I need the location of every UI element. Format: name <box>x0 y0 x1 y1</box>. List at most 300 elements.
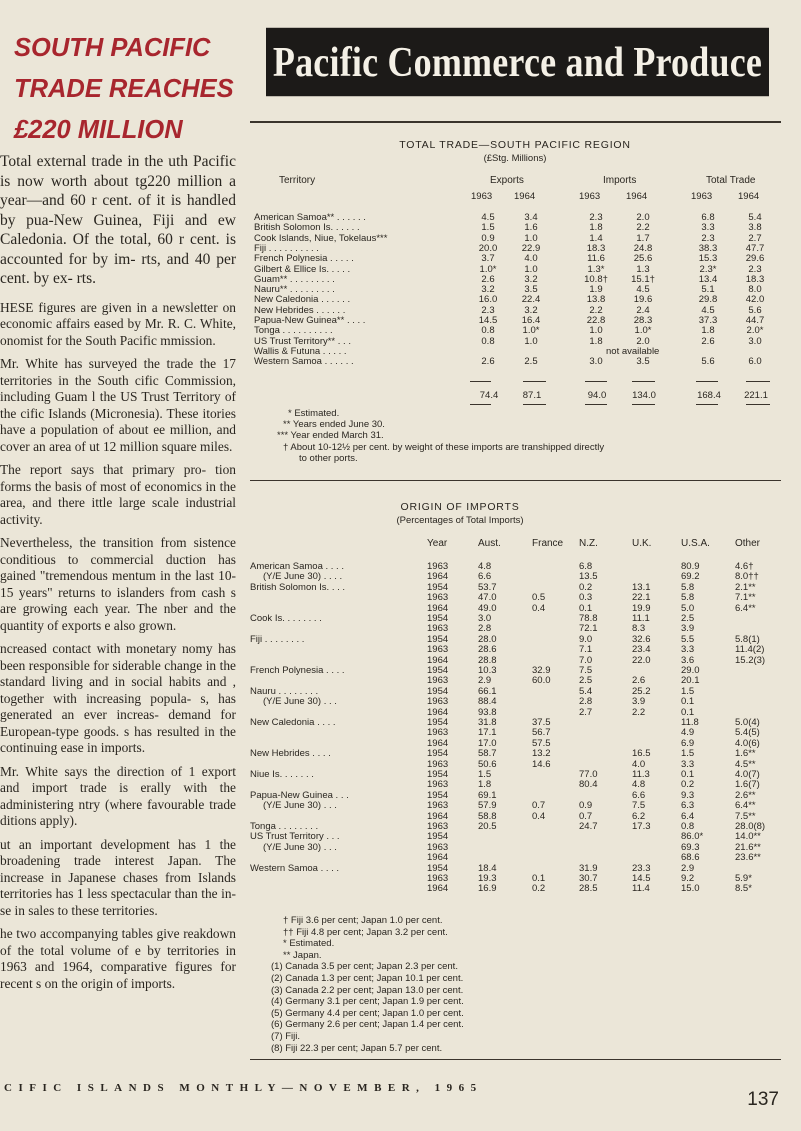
table-cell: 16.0 <box>478 294 498 306</box>
table-cell: 3.0 <box>478 613 492 624</box>
table-cell: 2.3* <box>699 263 717 275</box>
table-cell: 25.6 <box>633 253 653 265</box>
table-cell: 3.3 <box>681 644 695 656</box>
table-cell: 0.2 <box>532 883 546 895</box>
table-cell: 1.4 <box>589 232 603 244</box>
table-cell: 3.5 <box>524 284 538 296</box>
article-paragraph: Mr. White has surveyed the trade the 17 territories in the South cific Commission, including Guam l the US Trust Territory of the cific Islands (Micronesia). These itories have a population of about ee million, and cover an area of ut 12 million square miles. <box>0 356 236 454</box>
table-cell: 2.6 <box>632 675 646 687</box>
table-cell: 6.6 <box>632 789 646 801</box>
table-cell: 58.7 <box>478 748 497 760</box>
row-label: (Y/E June 30) . . . <box>263 841 337 853</box>
table-cell: 5.9* <box>735 873 752 884</box>
table-cell: 18.3 <box>586 242 606 254</box>
table-cell: 14.6 <box>532 758 551 770</box>
table-cell: 2.0 <box>636 212 650 223</box>
page-number: 137 <box>747 1089 779 1110</box>
table-cell: 2.8 <box>478 623 492 635</box>
table-cell: 4.8 <box>478 561 492 572</box>
table-cell: 1964 <box>427 571 449 583</box>
article-paragraph: Total external trade in the uth Pacific is now worth about tg220 million a year—and 60 r cent. of it is handled by pua-New Guinea, Fiji and ew Caledonia. Of the total, 60 r cent. is accounted for by im- rts, and 40 per cent. by ex- rts. <box>0 153 236 287</box>
table-cell: 1954 <box>427 862 449 874</box>
table-cell: 0.1 <box>681 769 695 780</box>
table-cell: 1.7 <box>636 232 650 244</box>
table-cell: 1.6(7) <box>735 779 760 791</box>
footnote: ** Japan. <box>283 949 322 961</box>
total-cell: 94.0 <box>587 390 607 401</box>
table-cell: 2.8 <box>579 696 593 708</box>
table2-subtitle: (Percentages of Total Imports) <box>396 515 524 526</box>
table-cell: 30.7 <box>579 873 598 884</box>
footnote: *** Year ended March 31. <box>277 430 384 441</box>
table-cell: 13.5 <box>579 571 598 583</box>
column-header: Other <box>735 538 761 549</box>
footnote: (5) Germany 4.4 per cent; Japan 1.0 per cent. <box>271 1007 464 1019</box>
table-cell: 0.1 <box>532 873 546 884</box>
table-cell: 8.0 <box>748 284 762 296</box>
table-cell: 4.5** <box>735 758 756 770</box>
table-cell: 13.2 <box>532 748 551 760</box>
table-cell: not available <box>606 345 660 357</box>
article-paragraph: he two accompanying tables give reakdown of the total volume of e by territories in 1963 and 1964, comparative figures for recent s on the origin of imports. <box>0 926 236 991</box>
column-group-header: Exports <box>490 175 524 186</box>
column-header: Year <box>427 538 448 549</box>
table-cell: 1.0 <box>524 263 538 275</box>
footnote: †† Fiji 4.8 per cent; Japan 3.2 per cent. <box>283 926 448 938</box>
table-cell: 17.0 <box>478 737 497 749</box>
table-cell: 7.1** <box>735 592 756 604</box>
table-cell: 5.0 <box>681 602 695 614</box>
total-cell: 134.0 <box>632 390 656 401</box>
table2-title: ORIGIN OF IMPORTS <box>400 501 520 513</box>
table-cell: 11.1 <box>632 613 650 624</box>
table-cell: 57.9 <box>478 800 497 812</box>
table-cell: 14.0** <box>735 831 761 843</box>
table-cell: 20.0 <box>478 242 498 254</box>
table-cell: 0.5 <box>532 592 546 604</box>
table-cell: 47.7 <box>745 242 765 254</box>
table-cell: 5.8(1) <box>735 633 760 645</box>
table-cell: 2.3 <box>701 232 715 244</box>
table-cell: 2.9 <box>681 862 695 874</box>
headline-line: TRADE REACHES <box>14 75 234 103</box>
table-cell: 1963 <box>427 800 449 812</box>
row-label: Tonga . . . . . . . . <box>250 821 319 832</box>
table-cell: 68.6 <box>681 852 700 864</box>
footnote: (3) Canada 2.2 per cent; Japan 13.0 per cent. <box>271 984 464 996</box>
table-cell: 1954 <box>427 789 449 801</box>
table-cell: 4.5 <box>636 284 650 296</box>
top-rule <box>250 121 781 123</box>
table-cell: 1964 <box>427 706 449 718</box>
table-cell: 1954 <box>427 581 449 593</box>
table-cell: 29.6 <box>745 253 765 265</box>
table-cell: 11.4 <box>632 883 650 895</box>
table-cell: 0.1 <box>579 602 593 614</box>
table-cell: 10.3 <box>478 665 497 676</box>
row-label: French Polynesia . . . . . <box>254 253 354 265</box>
table-cell: 2.5 <box>524 356 538 368</box>
table-cell: 1954 <box>427 633 449 645</box>
table-cell: 2.0 <box>636 335 650 347</box>
table-cell: 47.0 <box>478 592 497 604</box>
table-cell: 0.2 <box>681 779 695 791</box>
table-cell: 1.5 <box>681 748 695 760</box>
table-cell: 11.8 <box>681 717 699 728</box>
headline-line: £220 MILLION <box>14 116 183 144</box>
table-cell: 1963 <box>427 727 449 739</box>
table-cell: 1963 <box>427 675 449 687</box>
table-cell: 1.0* <box>479 263 497 275</box>
table-cell: 1.8 <box>589 335 603 347</box>
table-cell: 0.1 <box>681 696 695 708</box>
row-label: Papua-New Guinea . . . <box>250 789 349 801</box>
table-cell: 0.1 <box>681 706 695 718</box>
table-cell: 15.2(3) <box>735 654 766 666</box>
row-label: Fiji . . . . . . . . . . <box>254 242 319 254</box>
table-cell: 8.0†† <box>735 571 759 583</box>
row-label: Nauru** . . . . . . . . . <box>254 284 335 296</box>
table-cell: 0.8 <box>481 325 495 337</box>
table-cell: 22.9 <box>521 242 541 254</box>
table-cell: 4.0 <box>524 253 538 265</box>
article-paragraph: HESE figures are given in a newsletter on economic affairs eased by Mr. R. C. White, onomist for the South Pacific mmission. <box>0 299 236 348</box>
table-cell: 1954 <box>427 685 449 697</box>
sum-rule <box>585 404 607 405</box>
table-cell: 4.5 <box>701 304 715 316</box>
table-cell: 32.6 <box>632 633 651 645</box>
table-cell: 6.6 <box>478 571 492 583</box>
table-cell: 20.1 <box>681 675 700 687</box>
year-header: 1963 <box>691 191 713 202</box>
table-cell: 57.5 <box>532 737 551 749</box>
table-cell: 2.3 <box>589 212 603 223</box>
table-cell: 0.4 <box>532 810 546 822</box>
table-cell: 4.8 <box>632 779 646 791</box>
table-cell: 77.0 <box>579 769 598 780</box>
row-label: US Trust Territory** . . . <box>254 335 351 347</box>
table-cell: 1.5 <box>478 769 492 780</box>
table-cell: 1.8 <box>478 779 492 791</box>
row-label: Gilbert & Ellice Is. . . . . <box>254 263 351 275</box>
row-label: American Samoa . . . . <box>250 561 344 572</box>
table-cell: 3.5 <box>636 356 650 368</box>
table-cell: 6.9 <box>681 737 695 749</box>
table-cell: 28.6 <box>478 644 497 656</box>
column-header: U.K. <box>632 538 652 549</box>
table-cell: 1.6 <box>524 222 538 234</box>
table1-subtitle: (£Stg. Millions) <box>483 153 547 164</box>
table-cell: 6.4 <box>681 810 695 822</box>
row-label: Western Samoa . . . . <box>250 862 340 874</box>
running-footer: CIFIC ISLANDS MONTHLY—NOVEMBER, 1965 <box>4 1082 483 1094</box>
table-cell: 1963 <box>427 696 449 708</box>
table-cell: 4.9 <box>681 727 695 739</box>
table-cell: 16.4 <box>521 315 541 326</box>
table-cell: 2.6 <box>701 335 715 347</box>
table-cell: 15.0 <box>681 883 700 895</box>
column-header: France <box>532 538 564 549</box>
sum-rule <box>523 404 546 405</box>
table-cell: 4.0 <box>632 758 646 770</box>
table-cell: 0.8 <box>481 335 495 347</box>
table-cell: 3.2 <box>524 273 538 285</box>
row-label: Nauru . . . . . . . . <box>250 685 319 697</box>
table-cell: 2.2 <box>632 706 646 718</box>
table-cell: 3.9 <box>681 623 695 635</box>
table-cell: 58.8 <box>478 810 497 822</box>
table-cell: 22.8 <box>586 315 606 326</box>
footnote: (2) Canada 1.3 per cent; Japan 10.1 per cent. <box>271 973 464 984</box>
table-cell: 1964 <box>427 852 449 864</box>
table-cell: 53.7 <box>478 581 497 593</box>
table-cell: 69.3 <box>681 841 700 853</box>
sum-rule <box>585 381 607 382</box>
table-cell: 6.8 <box>579 561 593 572</box>
row-label: British Solomon Is. . . . <box>250 581 346 593</box>
table-cell: 0.4 <box>532 602 546 614</box>
footnote: (4) Germany 3.1 per cent; Japan 1.9 per cent. <box>271 996 464 1008</box>
table-cell: 3.3 <box>701 222 715 234</box>
table-cell: 5.6 <box>701 356 715 368</box>
table-cell: 5.4(5) <box>735 727 760 739</box>
table-cell: 2.6 <box>481 356 495 368</box>
article-body <box>0 152 236 999</box>
footnote: * Estimated. <box>283 938 335 950</box>
table-cell: 2.7 <box>579 706 593 718</box>
table-cell: 49.0 <box>478 602 497 614</box>
table-cell: 23.4 <box>632 644 651 656</box>
table-cell: 29.8 <box>698 294 718 306</box>
article-paragraph: ut an important development has 1 the broadening trade interest Japan. The increase in Japanese chases from Islands territories has 1 less spectacular than the in- se in sales to these territories. <box>0 836 236 918</box>
table-cell: 56.7 <box>532 727 551 739</box>
table-cell: 25.2 <box>632 685 651 697</box>
footnote: ** Years ended June 30. <box>283 419 385 430</box>
table-cell: 17.1 <box>478 727 497 739</box>
table-cell: 1954 <box>427 831 449 843</box>
table-cell: 3.4 <box>524 212 538 223</box>
table-cell: 4.5 <box>481 212 495 223</box>
table-cell: 2.2 <box>636 222 650 234</box>
table-cell: 4.6† <box>735 561 754 572</box>
table-cell: 1.6** <box>735 748 756 760</box>
table-cell: 5.5 <box>681 633 695 645</box>
sum-rule <box>696 404 718 405</box>
article-paragraph: The report says that primary pro- tion forms the basis of most of economics in the area, and there ittle large scale industrial activity. <box>0 462 236 527</box>
table-cell: 3.2 <box>524 304 538 316</box>
table-cell: 3.2 <box>481 284 495 296</box>
table-cell: 1963 <box>427 873 449 884</box>
column-header: N.Z. <box>579 538 598 549</box>
table-cell: 69.1 <box>478 789 497 801</box>
table-cell: 42.0 <box>745 294 765 306</box>
table-cell: 11.6 <box>587 253 605 265</box>
table-cell: 8.5* <box>735 883 752 895</box>
table-cell: 5.4 <box>748 212 762 223</box>
table-cell: 38.3 <box>698 242 718 254</box>
table-cell: 7.5** <box>735 810 756 822</box>
table-cell: 15.3 <box>698 253 718 265</box>
table-cell: 1.0* <box>634 325 652 337</box>
table-cell: 0.8 <box>681 821 695 832</box>
table-cell: 32.9 <box>532 665 551 676</box>
table-cell: 0.2 <box>579 581 593 593</box>
table-cell: 86.0* <box>681 831 704 843</box>
table-cell: 37.5 <box>532 717 551 728</box>
table-cell: 0.7 <box>579 810 593 822</box>
table-cell: 15.1† <box>631 273 655 285</box>
table-cell: 7.1 <box>579 644 593 656</box>
table-cell: 6.8 <box>701 212 715 223</box>
table-cell: 2.6** <box>735 789 756 801</box>
table-cell: 3.0 <box>748 335 762 347</box>
row-label: New Caledonia . . . . <box>250 717 336 728</box>
table-cell: 29.0 <box>681 665 700 676</box>
table-cell: 37.3 <box>698 315 718 326</box>
total-cell: 221.1 <box>744 390 768 401</box>
row-label: Cook Is. . . . . . . . <box>250 613 322 624</box>
table-cell: 2.5 <box>681 613 695 624</box>
sum-rule <box>470 381 491 382</box>
footnote: (1) Canada 3.5 per cent; Japan 2.3 per cent. <box>271 961 458 973</box>
table-cell: 6.4** <box>735 800 756 812</box>
sum-rule <box>746 404 770 405</box>
table-cell: 0.7 <box>532 800 546 812</box>
table-cell: 0.9 <box>579 800 593 812</box>
table-cell: 11.3 <box>632 769 650 780</box>
table-cell: 0.3 <box>579 592 593 604</box>
row-label: Tonga . . . . . . . . . . <box>254 325 333 337</box>
table-cell: 28.5 <box>579 883 598 895</box>
table-cell: 1.8 <box>589 222 603 234</box>
row-label: Papua-New Guinea** . . . . <box>254 315 366 326</box>
table-cell: 28.8 <box>478 654 497 666</box>
year-header: 1964 <box>626 191 648 202</box>
row-label: US Trust Territory . . . <box>250 831 340 843</box>
table-cell: 1963 <box>427 592 449 604</box>
table-cell: 78.8 <box>579 613 598 624</box>
table-cell: 9.2 <box>681 873 695 884</box>
table-cell: 1.5 <box>481 222 495 234</box>
table-cell: 17.3 <box>632 821 651 832</box>
table-cell: 2.3 <box>748 263 762 275</box>
table-cell: 72.1 <box>579 623 598 635</box>
table-cell: 0.9 <box>481 232 495 244</box>
year-header: 1964 <box>738 191 760 202</box>
table-cell: 4.0(7) <box>735 769 760 780</box>
table-cell: 1964 <box>427 810 449 822</box>
row-label: New Caledonia . . . . . . <box>254 294 351 306</box>
table-cell: 1954 <box>427 665 449 676</box>
table-cell: 21.6** <box>735 841 761 853</box>
table-cell: 5.0(4) <box>735 717 760 728</box>
sum-rule <box>746 381 770 382</box>
table1-title: TOTAL TRADE—SOUTH PACIFIC REGION <box>399 139 631 151</box>
row-label: Wallis & Futuna . . . . . <box>254 345 347 357</box>
year-header: 1963 <box>471 191 493 202</box>
bottom-rule <box>250 1059 781 1060</box>
table-cell: 22.1 <box>632 592 651 604</box>
table-cell: 9.0 <box>579 633 593 645</box>
footnote: † Fiji 3.6 per cent; Japan 1.0 per cent. <box>283 915 443 926</box>
row-label: French Polynesia . . . . <box>250 665 345 676</box>
table-cell: 23.6** <box>735 852 761 864</box>
table-cell: 14.5 <box>632 873 651 884</box>
table-cell: 1954 <box>427 613 449 624</box>
table-cell: 6.2 <box>632 810 646 822</box>
headline-line: SOUTH PACIFIC <box>14 34 211 62</box>
section-banner: Pacific Commerce and Produce <box>266 28 769 96</box>
table-cell: 5.1 <box>701 284 715 296</box>
table-cell: 19.6 <box>633 294 653 306</box>
table-cell: 31.9 <box>579 862 598 874</box>
table-cell: 1.0 <box>589 325 603 337</box>
table-cell: 1.9 <box>589 284 603 296</box>
table-cell: 69.2 <box>681 571 700 583</box>
table-cell: 22.0 <box>632 654 651 666</box>
row-label: New Hebrides . . . . . . <box>254 304 346 316</box>
total-cell: 168.4 <box>697 390 721 401</box>
table-cell: 18.4 <box>478 862 497 874</box>
table-cell: 3.7 <box>481 253 495 265</box>
table-cell: 3.6 <box>681 654 695 666</box>
table-cell: 2.5 <box>579 675 593 687</box>
table-cell: 13.1 <box>632 581 651 593</box>
table-cell: 23.3 <box>632 862 651 874</box>
table-cell: 60.0 <box>532 675 551 687</box>
sum-rule <box>523 381 546 382</box>
table-cell: 2.4 <box>636 304 650 316</box>
footnote: to other ports. <box>299 453 358 464</box>
total-cell: 87.1 <box>522 390 542 401</box>
table-cell: 93.8 <box>478 706 497 718</box>
table-cell: 1954 <box>427 717 449 728</box>
table-cell: 2.9 <box>478 675 492 687</box>
column-header: Aust. <box>478 538 501 549</box>
table-cell: 80.4 <box>579 779 598 791</box>
table-cell: 1954 <box>427 769 449 780</box>
table-cell: 66.1 <box>478 685 497 697</box>
table-cell: 80.9 <box>681 561 700 572</box>
table-cell: 1963 <box>427 561 449 572</box>
table-cell: 44.7 <box>745 315 765 326</box>
table-cell: 3.3 <box>681 758 695 770</box>
table-cell: 6.3 <box>681 800 695 812</box>
article-paragraph: Nevertheless, the transition from sistence conditious to commercial duction has gained "tremendous mentum in the last 10-15 years" returns to islanders from cash s are growing each year. The nber and the quantity of exports e also grown. <box>0 535 236 633</box>
table-cell: 2.2 <box>589 304 603 316</box>
table-cell: 1.0* <box>522 325 540 337</box>
table-cell: 24.8 <box>633 242 653 254</box>
table-cell: 1964 <box>427 602 449 614</box>
table-cell: 1963 <box>427 758 449 770</box>
footnote: (7) Fiji. <box>271 1031 301 1042</box>
table-cell: 7.0 <box>579 654 593 666</box>
table-cell: 50.6 <box>478 758 497 770</box>
table-cell: 1.0 <box>524 335 538 347</box>
footnote: * Estimated. <box>288 408 340 419</box>
table-cell: 3.8 <box>748 222 762 234</box>
article-paragraph: ncreased contact with monetary nomy has been responsible for siderable change in the standard living and in social habits and , together with increasing popula- s, has generated an ever increas- demand for European-type goods. s has resulted in the continuing ease in imports. <box>0 641 236 755</box>
article-paragraph: Mr. White says the direction of 1 export and import trade is erally with the administering ntry (where favourable trade ditions apply). <box>0 763 236 828</box>
column-group-header: Total Trade <box>706 175 756 186</box>
table-cell: 16.5 <box>632 748 651 760</box>
table-cell: 1963 <box>427 821 449 832</box>
row-label: (Y/E June 30) . . . <box>263 800 337 812</box>
row-label: Cook Islands, Niue, Tokelaus*** <box>254 232 388 244</box>
table-cell: 1963 <box>427 779 449 791</box>
table-cell: 22.4 <box>521 294 541 306</box>
footnote: (6) Germany 2.6 per cent; Japan 1.4 per cent. <box>271 1019 464 1031</box>
